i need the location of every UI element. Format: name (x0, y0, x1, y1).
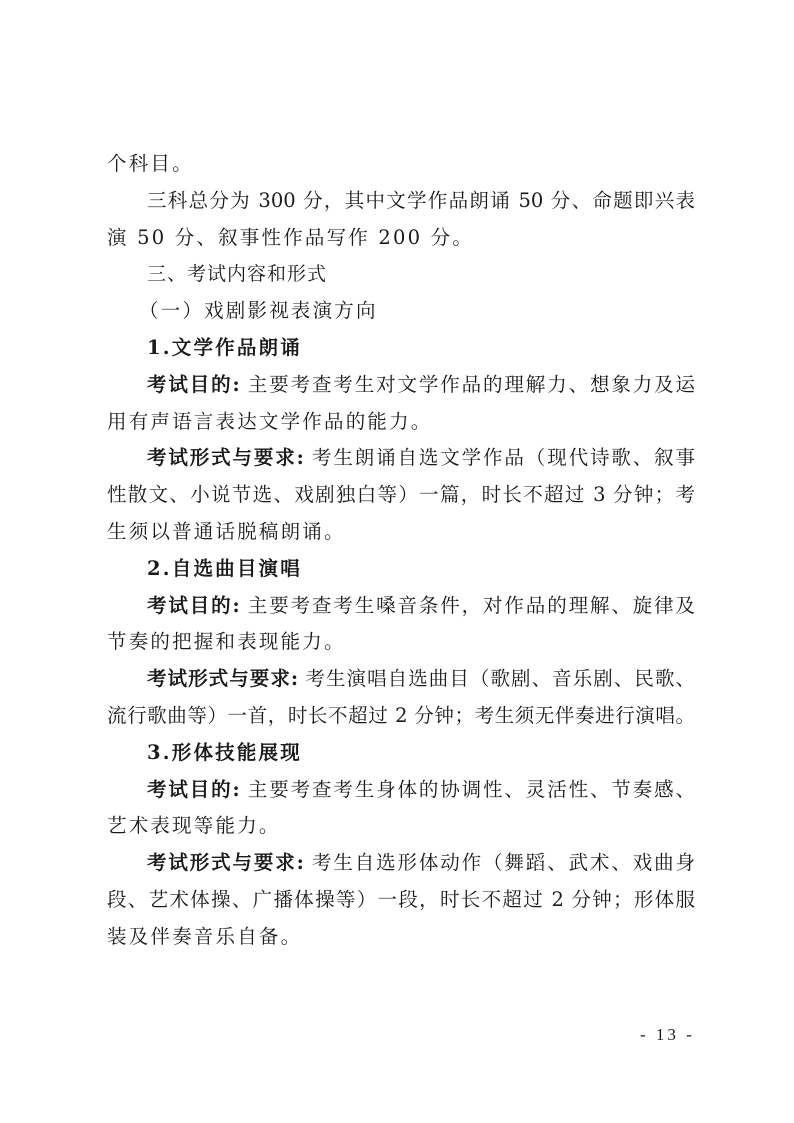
item-heading: 3.形体技能展现 (147, 740, 302, 764)
form-line: 流行歌曲等）一首，时长不超过 2 分钟；考生须无伴奏进行演唱。 (107, 703, 695, 727)
purpose-label: 考试目的: (147, 777, 240, 801)
form-label: 考试形式与要求: (147, 851, 304, 875)
body-line: 三科总分为 300 分，其中文学作品朗诵 50 分、命题即兴表 (147, 188, 695, 212)
form-line (107, 661, 695, 698)
form-line (107, 440, 695, 477)
document-page (107, 146, 695, 956)
purpose-label: 考试目的: (147, 593, 240, 617)
purpose-text: 主要考查考生对文学作品的理解力、想象力及运 (239, 372, 695, 396)
form-line (107, 845, 695, 882)
form-text: 考生朗诵自选文学作品（现代诗歌、叙事 (303, 446, 695, 470)
purpose-text: 主要考查考生嗓音条件，对作品的理解、旋律及 (239, 593, 695, 617)
item-heading: 1.文学作品朗诵 (147, 335, 302, 359)
purpose-line: 用有声语言表达文学作品的能力。 (107, 409, 433, 433)
subsection-title: （一）戏剧影视表演方向 (139, 299, 378, 323)
form-label: 考试形式与要求: (147, 667, 299, 691)
form-label: 考试形式与要求: (147, 446, 304, 470)
form-line: 装及伴奏音乐自备。 (107, 924, 303, 948)
purpose-label: 考试目的: (147, 372, 240, 396)
form-line: 段、艺术体操、广播体操等）一段，时长不超过 2 分钟；形体服 (107, 887, 695, 911)
purpose-line (107, 772, 695, 809)
page-number: - 13 - (640, 1025, 695, 1044)
purpose-line: 节奏的把握和表现能力。 (107, 630, 346, 654)
item-heading: 2.自选曲目演唱 (147, 556, 302, 580)
form-text: 考生自选形体动作（舞蹈、武术、戏曲身 (303, 851, 695, 875)
section-title: 三、考试内容和形式 (147, 263, 328, 286)
purpose-line (107, 588, 695, 625)
form-text: 考生演唱自选曲目（歌剧、音乐剧、民歌、 (298, 667, 696, 691)
purpose-line (107, 367, 695, 404)
body-line: 个科目。 (107, 152, 194, 175)
form-line: 性散文、小说节选、戏剧独白等）一篇，时长不超过 3 分钟；考 (107, 483, 695, 507)
form-line: 生须以普通话脱稿朗诵。 (107, 519, 346, 543)
purpose-text: 主要考查考生身体的协调性、灵活性、节奏感、 (239, 777, 695, 801)
purpose-line: 艺术表现等能力。 (107, 814, 281, 838)
body-line: 演 50 分、叙事性作品写作 200 分。 (107, 225, 475, 249)
